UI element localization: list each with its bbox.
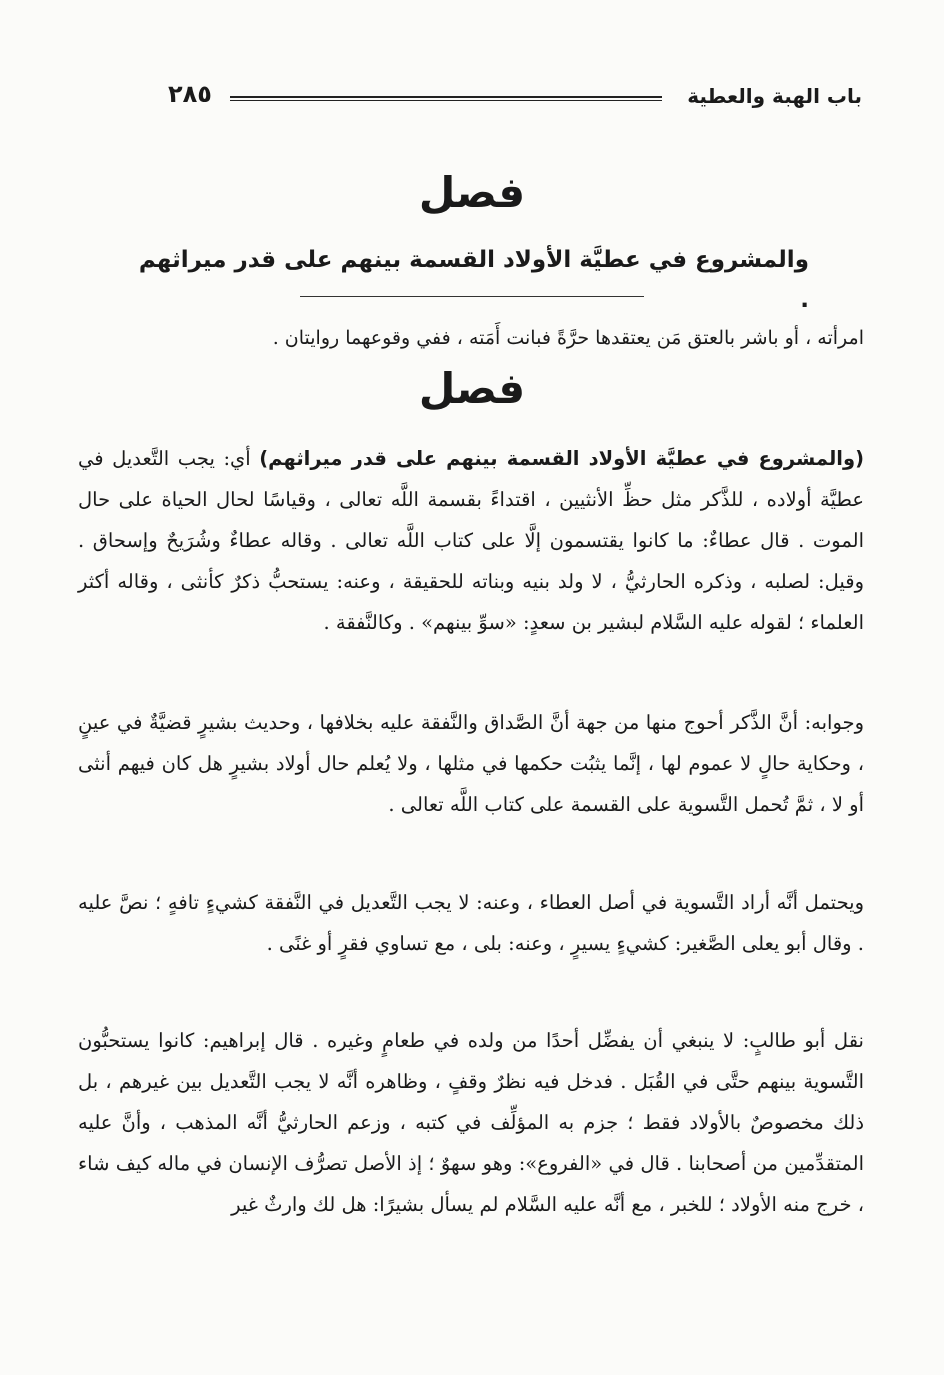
matn-text: والمشروع في عطيَّة الأولاد القسمة بينهم على قدر ميراثهم . (138, 247, 809, 313)
paragraph-1-text: أي: يجب التَّعديل في عطيَّة أولاده ، للذَّكر مثل حظِّ الأنثيين ، اقتداءً بقسمة اللَّه تعالى ، وقياسًا لحال الحياة على حال الموت . قال عطاءٌ: ما كانوا يقتسمون إلَّا على كتاب اللَّه تعالى . وقاله عطاءٌ وشُرَيحٌ وإسحاق . وقيل: لصلبه ، وذكره الحارثيُّ ، لا ولد بنيه وبناته للحقيقة ، وعنه: يستحبُّ ذكرٌ كأنثى ، وقاله أكثر العلماء ؛ لقوله عليه السَّلام لبشير بن سعدٍ: «سوِّ بينهم» . وكالنَّفقة . (78, 447, 864, 634)
paragraph-1-lead: (والمشروع في عطيَّة الأولاد القسمة بينهم على قدر ميراثهم) (259, 447, 864, 470)
paragraph-3 (78, 882, 864, 964)
carryover-line: امرأته ، أو باشر بالعتق مَن يعتقدها حرَّةً فبانت أَمَته ، ففي وقوعهما روايتان . (272, 327, 864, 349)
paragraph-1 (78, 438, 864, 643)
matn-divider (300, 296, 644, 297)
paragraph-2 (78, 702, 864, 825)
header-rule (230, 96, 662, 98)
commentary-heading: فصل (418, 364, 526, 413)
page-number: ٢٨٥ (168, 80, 212, 108)
running-head-title: باب الهبة والعطية (687, 84, 862, 108)
paragraph-3-text: ويحتمل أنَّه أراد التَّسوية في أصل العطاء ، وعنه: لا يجب التَّعديل في النَّفقة كشيءٍ تافهٍ ؛ نصَّ عليه . وقال أبو يعلى الصَّغير: كشيءٍ يسيرٍ ، وعنه: بلى ، مع تساوي فقرٍ أو غنًى . (78, 891, 864, 955)
paragraph-4 (78, 1020, 864, 1225)
matn-heading: فصل (418, 168, 526, 217)
running-head (160, 78, 862, 118)
header-rule-thin (230, 100, 662, 101)
paragraph-4-text: نقل أبو طالبٍ: لا ينبغي أن يفضِّل أحدًا من ولده في طعامٍ وغيره . قال إبراهيم: كانوا يستحبُّون التَّسوية بينهم حتَّى في القُبَل . فدخل فيه نظرٌ وقفٍ ، وظاهره أنَّه لا يجب التَّعديل بين غيرهم ، بل ذلك مخصوصٌ بالأولاد فقط ؛ جزم به المؤلِّف في كتبه ، وزعم الحارثيُّ أنَّه المذهب ، وأنَّ عليه المتقدِّمين من أصحابنا . قال في «الفروع»: وهو سهوٌ ؛ إذ الأصل تصرُّف الإنسان في ماله كيف شاء ، خرج منه الأولاد ؛ للخبر ، مع أنَّه عليه السَّلام لم يسأل بشيرًا: هل لك وارثٌ غير (78, 1029, 864, 1216)
paragraph-2-text: وجوابه: أنَّ الذَّكر أحوج منها من جهة أنَّ الصَّداق والنَّفقة عليه بخلافها ، وحديث بشيرٍ قضيَّةٌ في عينٍ ، وحكاية حالٍ لا عموم لها ، إنَّما يثبُت حكمها في مثلها ، ولا يُعلم حال أولاد بشيرٍ هل كان فيهم أنثى أو لا ، ثمَّ تُحمل التَّسوية على القسمة على كتاب اللَّه تعالى . (78, 711, 864, 816)
